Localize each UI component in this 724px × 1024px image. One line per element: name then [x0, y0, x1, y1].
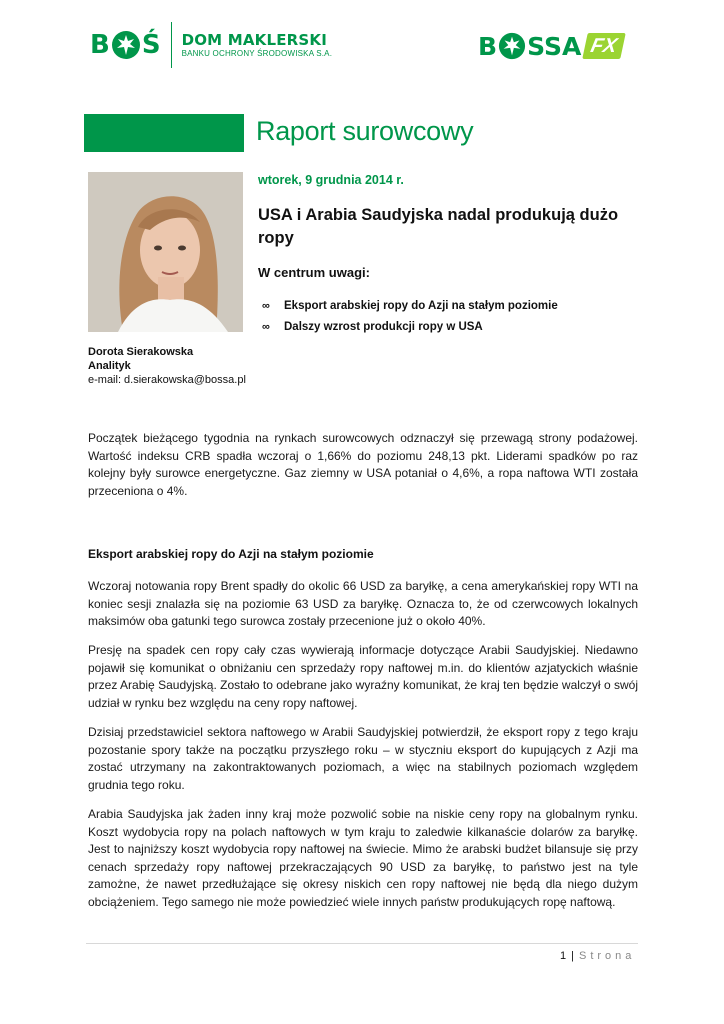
author-role: Analityk — [88, 360, 131, 372]
company-subtitle: BANKU OCHRONY ŚRODOWISKA S.A. — [181, 48, 333, 58]
focus-item-text: Eksport arabskiej ropy do Azji na stałym poziomie — [284, 299, 558, 312]
focus-list — [262, 295, 558, 337]
focus-item — [262, 295, 558, 316]
bossa-letters-ssa: SSA — [527, 31, 582, 61]
focus-item-text: Dalszy wzrost produkcji ropy w USA — [284, 320, 483, 333]
page-footer — [560, 950, 635, 962]
bos-logo-wordmark — [90, 30, 161, 60]
author-photo — [88, 172, 243, 332]
author-name: Dorota Sierakowska — [88, 346, 194, 358]
bos-logo-letter-b: B — [90, 30, 110, 60]
report-title: Raport surowcowy — [256, 116, 474, 146]
focus-label: W centrum uwagi: — [258, 265, 370, 280]
dm-name-block — [182, 32, 333, 59]
author-email[interactable]: e-mail: d.sierakowska@bossa.pl — [88, 374, 246, 386]
footer-separator: | — [571, 950, 574, 962]
intro-paragraph: Początek bieżącego tygodnia na rynkach surowcowych odznaczył się przewagą strony podażowej. Wartość indeksu CRB spadła wczoraj o 1,66% do poziomu 248,13 pkt. Liderami spadków po raz kolejny były surowce energetyczne. Gaz ziemny w USA potaniał o 4,6%, a ropa naftowa WTI została przeceniona o 4%. — [88, 431, 638, 498]
section-heading: Eksport arabskiej ropy do Azji na stałym poziomie — [88, 547, 374, 561]
bos-logo — [90, 22, 332, 68]
body-paragraph: Presję na spadek cen ropy cały czas wywierają informacje dotyczące Arabii Saudyjskiej. Niedawno pojawił się komunikat o obniżaniu cen sprzedaży ropy naftowej m.in. do klientów azjatyckich właśnie przez Arabię Saudyjską. Zostało to odebrane jako wyraźny komunikat, że kraj ten będzie walczył o swój udział w rynku bez względu na ceny ropy naftowej. — [88, 643, 638, 710]
focus-item — [262, 316, 558, 337]
infinity-bullet-icon: ∞ — [262, 320, 270, 333]
page-word: Strona — [578, 950, 636, 962]
logo-divider — [171, 22, 172, 68]
page-number: 1 — [560, 950, 567, 962]
body-paragraph: Dzisiaj przedstawiciel sektora naftowego w Arabii Saudyjskiej potwierdził, że eksport ropy z tego kraju pozostanie spory także na początku przyszłego roku – w styczniu eksport do kupujących z Azji ma zostać utrzymany na zakontraktowanych poziomach, a więc na stabilnych poziomach względem grudnia tego roku. — [88, 725, 638, 792]
footer-divider — [86, 943, 638, 944]
bossa-letter-b: B — [478, 31, 498, 61]
report-date: wtorek, 9 grudnia 2014 r. — [258, 173, 404, 187]
infinity-bullet-icon: ∞ — [262, 299, 270, 312]
leaf-icon — [498, 32, 526, 60]
body-paragraph: Wczoraj notowania ropy Brent spadły do okolic 66 USD za baryłkę, a cena amerykańskiej ropy WTI na koniec sesji znalazła się na poziomie 63 USD za baryłkę. Oznacza to, że od czerwcowych lokalnych maksimów oba gatunki tego surowca zostały przecenione już o około 40%. — [88, 579, 638, 629]
leaf-icon — [111, 30, 141, 60]
bos-logo-letter-s: Ś — [141, 30, 161, 60]
body-paragraph: Arabia Saudyjska jak żaden inny kraj może pozwolić sobie na niskie ceny ropy na globalnym rynku. Koszt wydobycia ropy na polach naftowych w tym kraju to zaledwie kilkanaście dolarów za baryłkę. Jest to najniższy koszt wydobycia ropy naftowej na świecie. Mimo że arabski budżet bilansuje się przy cenach sprzedaży ropy naftowej przekraczających 90 USD za baryłkę, to państwo jest na tyle zamożne, że nawet przedłużające się okresy niskich cen ropy naftowej nie będą dla niego dużym obciążeniem. Tego samego nie może powiedzieć wiele innych państw produkujących ropę naftową. — [88, 807, 638, 909]
company-name: DOM MAKLERSKI — [181, 30, 328, 49]
report-headline: USA i Arabia Saudyjska nadal produkują dużo ropy — [258, 206, 619, 247]
fx-badge: FX — [583, 33, 626, 59]
title-accent-bar — [84, 114, 244, 152]
bossafx-wordmark — [478, 32, 581, 61]
bossafx-logo — [478, 30, 623, 62]
